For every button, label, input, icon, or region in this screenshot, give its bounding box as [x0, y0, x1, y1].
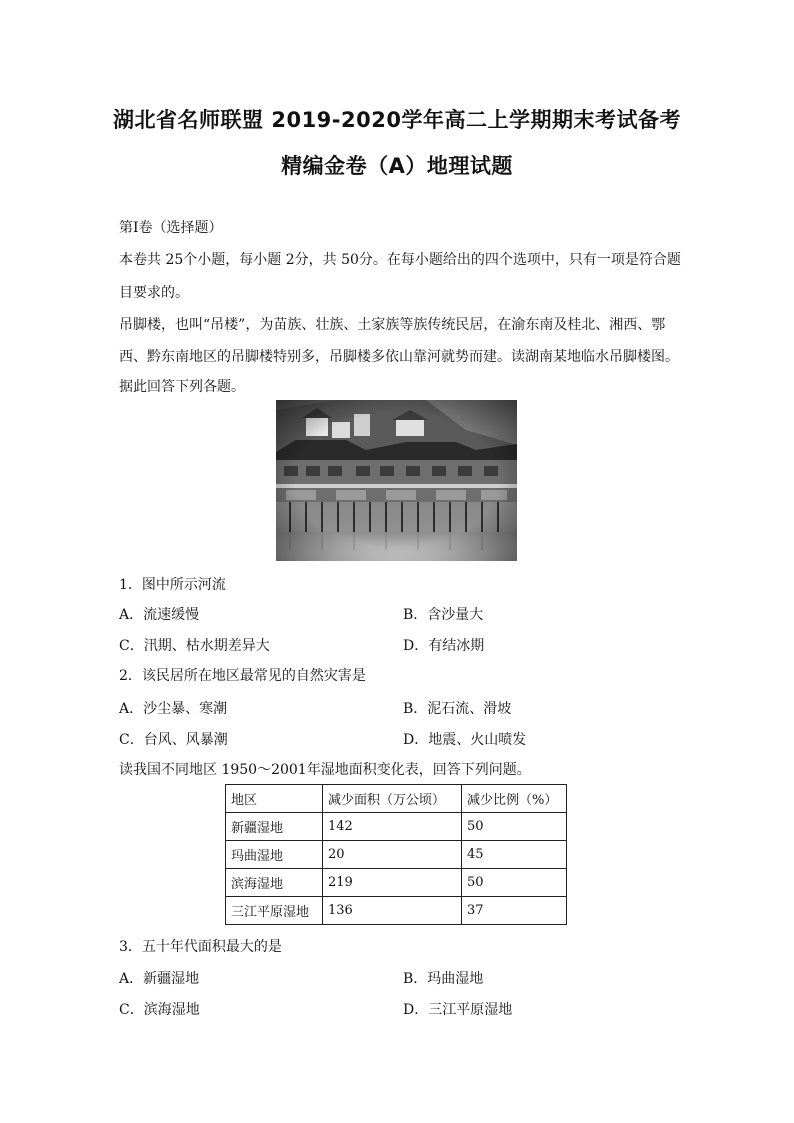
table-cell: 142 — [323, 813, 462, 841]
table-row — [226, 813, 567, 841]
title-line-1: 湖北省名师联盟 2019-2020学年高二上学期期末考试备考 — [113, 108, 681, 132]
q2-option-a[interactable]: A．沙尘暴、寒潮 — [119, 701, 228, 717]
table-cell: 219 — [323, 869, 462, 897]
q1-option-b[interactable]: B．含沙量大 — [403, 607, 484, 623]
q2-option-b[interactable]: B．泥石流、滑坡 — [403, 701, 512, 717]
passage-line-2: 西、黔东南地区的吊脚楼特别多，吊脚楼多依山靠河就势而建。读湖南某地临水吊脚楼图。 — [119, 349, 679, 365]
table-cell: 20 — [323, 841, 462, 869]
q2-option-d[interactable]: D．地震、火山喷发 — [403, 732, 527, 748]
title-line-2: 精编金卷（A）地理试题 — [281, 154, 513, 178]
table-header-row — [226, 785, 567, 813]
q2-option-c[interactable]: C．台风、风暴潮 — [119, 732, 228, 748]
table-header-cell: 地区 — [226, 785, 323, 813]
passage-line-1: 吊脚楼，也叫“吊楼”，为苗族、壮族、土家族等族传统民居，在渝东南及桂北、湘西、鄂 — [119, 317, 666, 333]
stilt-house-photo — [276, 400, 517, 561]
table-row — [226, 841, 567, 869]
wetland-table — [225, 784, 567, 925]
table-cell: 三江平原湿地 — [226, 897, 323, 925]
question-3-stem: 3．五十年代面积最大的是 — [119, 939, 282, 955]
q1-option-a[interactable]: A．流速缓慢 — [119, 607, 200, 623]
question-2-stem: 2．该民居所在地区最常见的自然灾害是 — [119, 668, 366, 684]
table-row — [226, 869, 567, 897]
table-intro: 读我国不同地区 1950～2001年湿地面积变化表，回答下列问题。 — [119, 762, 531, 778]
table-cell: 玛曲湿地 — [226, 841, 323, 869]
table-cell: 136 — [323, 897, 462, 925]
instructions-line-1: 本卷共 25个小题，每小题 2分，共 50分。在每小题给出的四个选项中，只有一项是符合题 — [119, 252, 681, 268]
q3-option-c[interactable]: C．滨海湿地 — [119, 1002, 200, 1018]
question-1-stem: 1．图中所示河流 — [119, 577, 226, 593]
table-header-cell: 减少比例（%） — [462, 785, 567, 813]
passage-line-3: 据此回答下列各题。 — [119, 379, 245, 395]
section-heading: 第Ⅰ卷（选择题） — [119, 220, 223, 236]
table-row — [226, 897, 567, 925]
q3-option-a[interactable]: A．新疆湿地 — [119, 971, 200, 987]
table-cell: 45 — [462, 841, 567, 869]
instructions-line-2: 目要求的。 — [119, 285, 189, 301]
table-cell: 滨海湿地 — [226, 869, 323, 897]
table-cell: 37 — [462, 897, 567, 925]
table-header-cell: 减少面积（万公顷） — [323, 785, 462, 813]
q1-option-c[interactable]: C．汛期、枯水期差异大 — [119, 638, 270, 654]
q1-option-d[interactable]: D．有结冰期 — [403, 638, 485, 654]
q3-option-d[interactable]: D．三江平原湿地 — [403, 1002, 513, 1018]
q3-option-b[interactable]: B．玛曲湿地 — [403, 971, 484, 987]
table-cell: 新疆湿地 — [226, 813, 323, 841]
table-cell: 50 — [462, 813, 567, 841]
table-cell: 50 — [462, 869, 567, 897]
